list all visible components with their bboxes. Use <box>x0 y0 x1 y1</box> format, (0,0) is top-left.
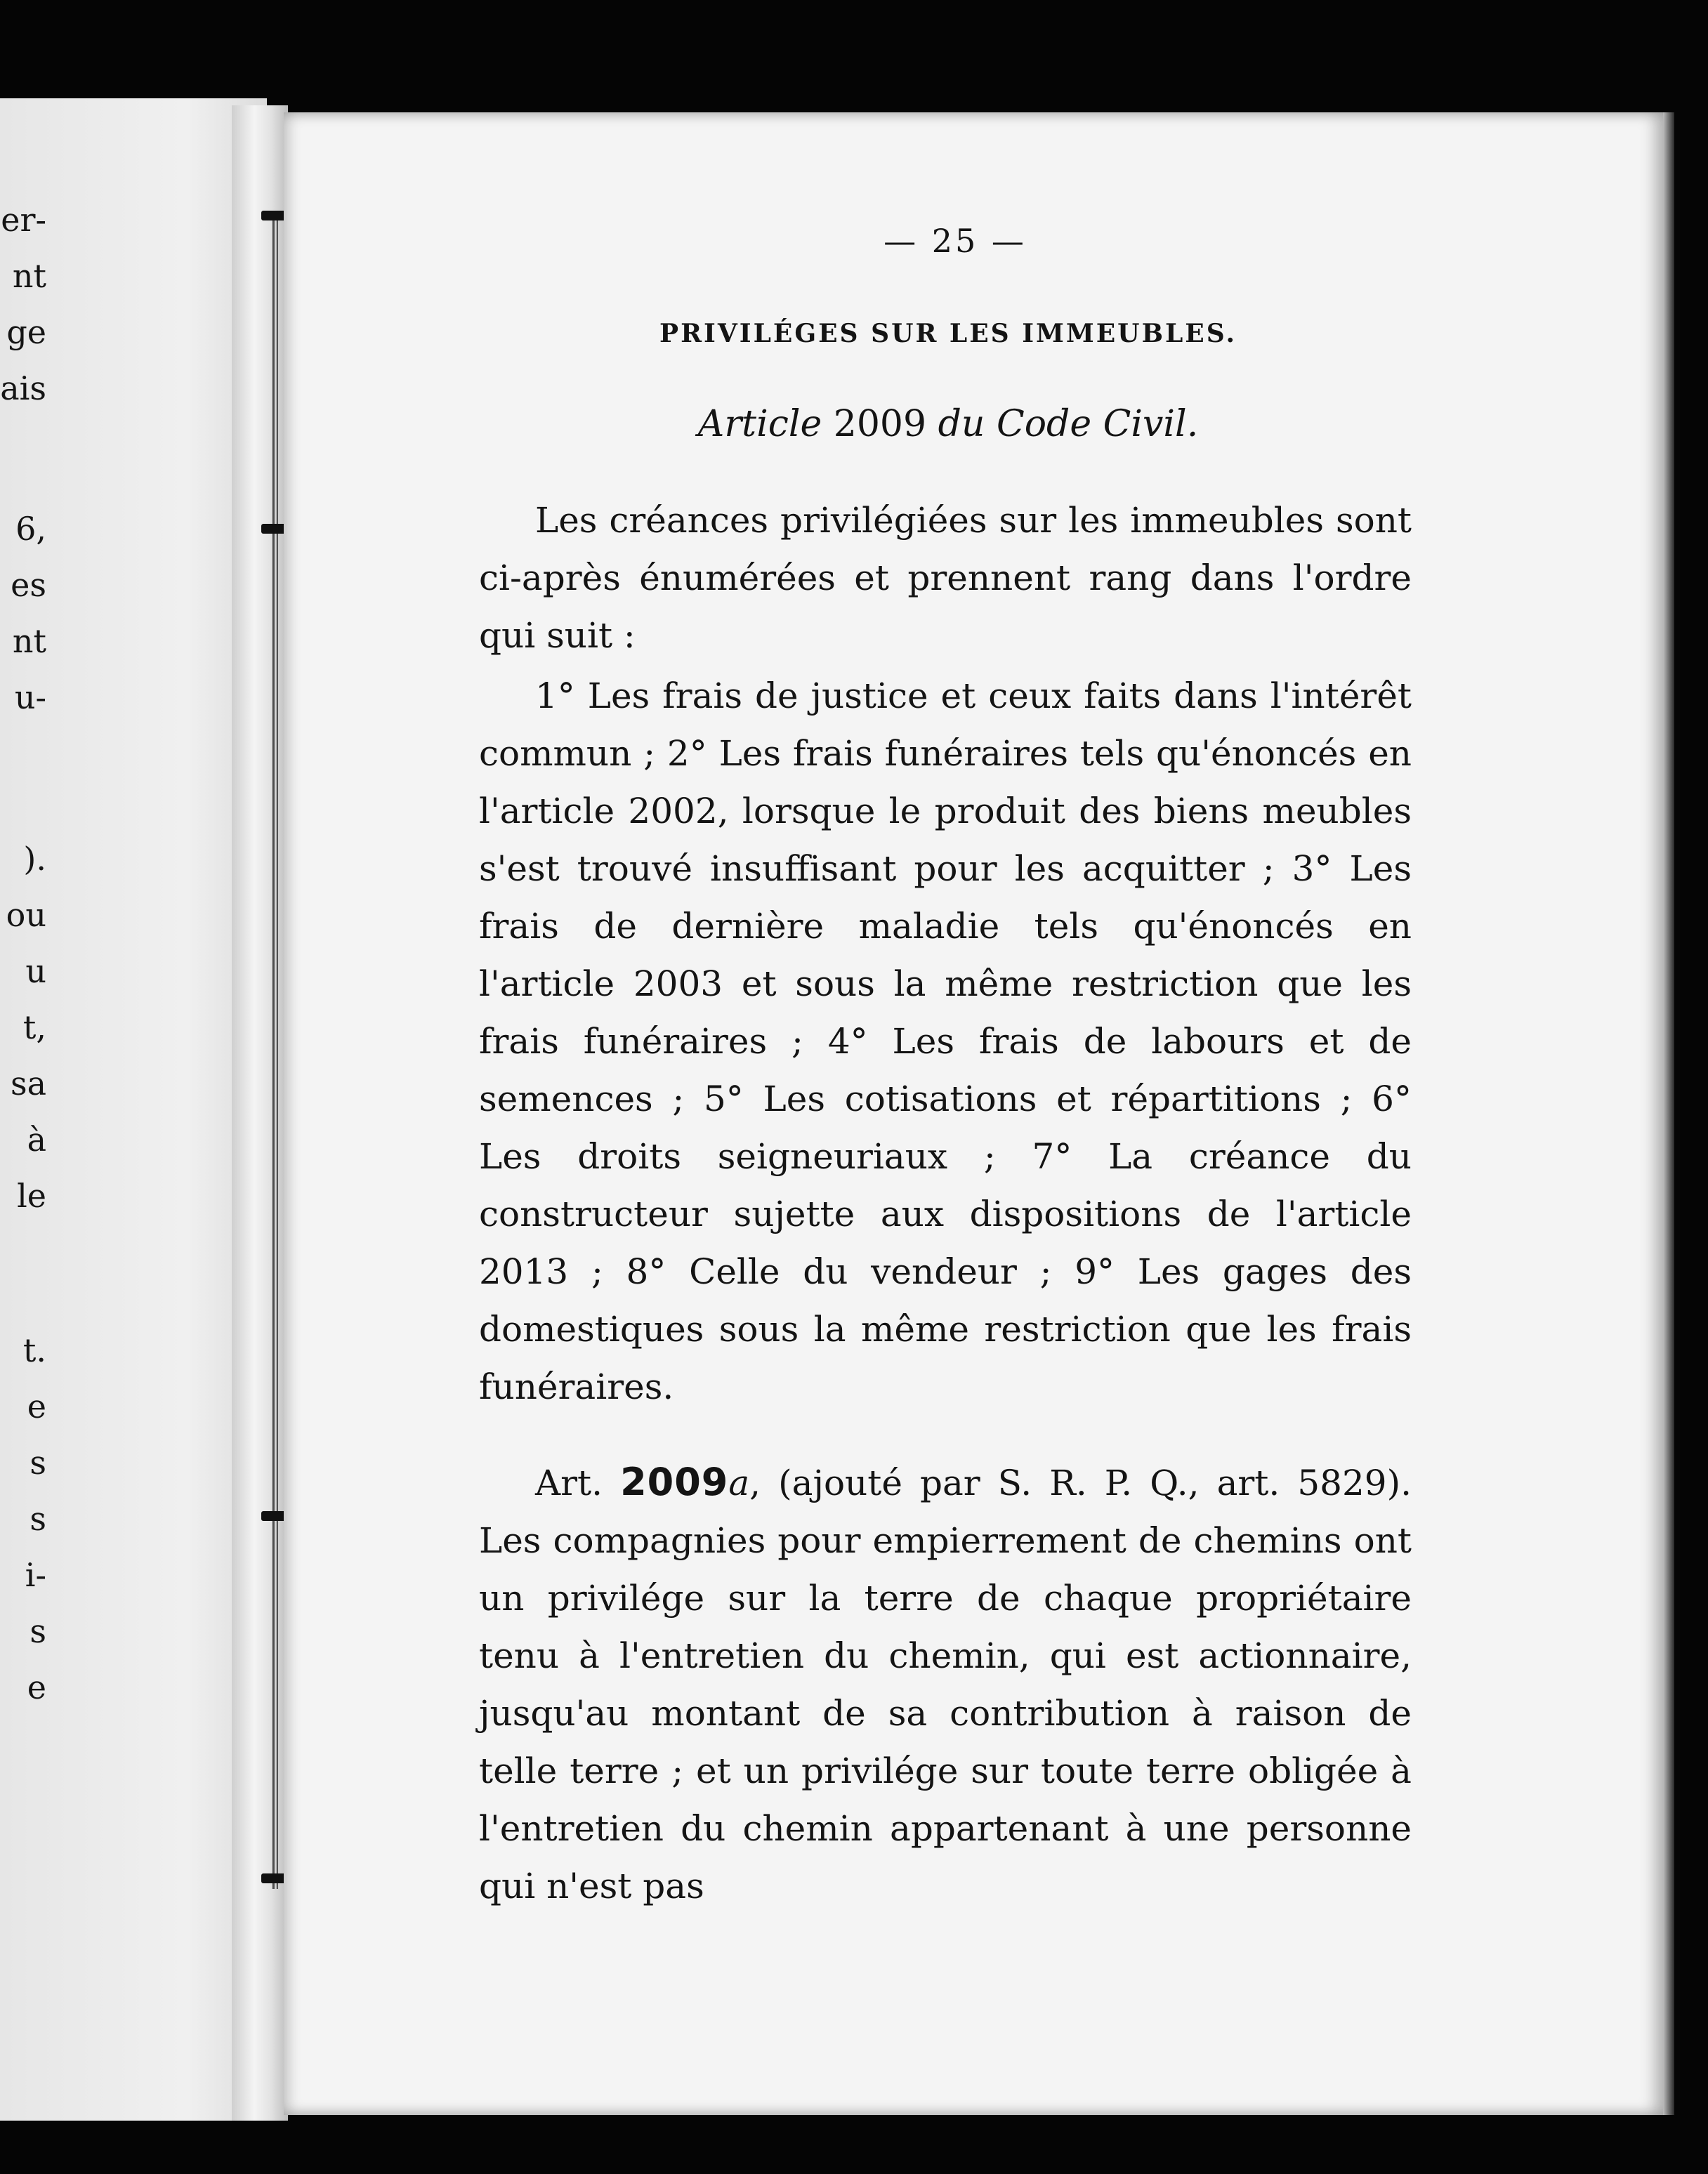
previous-page-text-fragment: s <box>29 1444 46 1482</box>
article-suffix: a <box>728 1463 750 1503</box>
previous-page-text-fragment: e <box>27 1668 46 1706</box>
previous-page-text-fragments <box>0 98 56 2121</box>
previous-page-text-fragment: es <box>11 566 46 604</box>
page-number: — 25 — <box>883 222 1027 260</box>
previous-page-text-fragment: nt <box>12 622 46 660</box>
previous-page-text-fragment: ge <box>6 313 46 351</box>
previous-page-text-fragment: t, <box>22 1008 46 1046</box>
section-heading: PRIVILÉGES SUR LES IMMEUBLES. <box>659 319 1237 348</box>
article-title-word: Article <box>697 403 822 445</box>
previous-page-text-fragment: s <box>29 1500 46 1538</box>
binding-thread <box>272 211 278 1889</box>
previous-page-text-fragment: nt <box>12 257 46 295</box>
previous-page-text-fragment: u- <box>14 678 46 716</box>
article-body: , (ajouté par S. R. P. Q., art. 5829). Les compagnies pour empierrement de chemins ont un privilége sur la terre de chaque propriétaire tenu à l'entretien du chemin, qui est actionnaire, jusqu'au montant de sa contribution à raison de telle terre ; et un privilége sur toute terre obligée à l'entretien du chemin appartenant à une personne qui n'est pas <box>479 1463 1412 1906</box>
article-title <box>632 403 1264 445</box>
article-title-code: du Code Civil. <box>938 403 1199 445</box>
article-number: 2009 <box>620 1460 729 1504</box>
article-prefix: Art. <box>535 1463 621 1503</box>
paragraph-article-2009a <box>479 1454 1412 1915</box>
previous-page-text-fragment: le <box>17 1177 46 1215</box>
book-gutter <box>232 105 288 2121</box>
previous-page-text-fragment: ou <box>6 896 46 934</box>
previous-page <box>0 98 267 2121</box>
page-edge-shadow <box>1663 112 1674 2115</box>
previous-page-text-fragment: u <box>25 952 46 990</box>
previous-page-text-fragment: ). <box>23 840 46 878</box>
paragraph-intro: Les créances privilégiées sur les immeubles sont ci-après énumérées et prennent rang dans l'ordre qui suit : <box>479 500 1412 656</box>
previous-page-text-fragment: er- <box>1 201 46 239</box>
previous-page-text-fragment: s <box>29 1612 46 1650</box>
previous-page-text-fragment: ais <box>0 369 46 407</box>
paragraph-enumeration: 1° Les frais de justice et ceux faits dans l'intérêt commun ; 2° Les frais funéraires tels qu'énoncés en l'article 2002, lorsque le produit des biens meubles s'est trouvé insuffisant pour les acquitter ; 3° Les frais de dernière maladie tels qu'énoncés en l'article 2003 et sous la même restriction que les frais funéraires ; 4° Les frais de labours et de semences ; 5° Les cotisations et répartitions ; 6° Les droits seigneuriaux ; 7° La créance du constructeur sujette aux dispositions de l'article 2013 ; 8° Celle du vendeur ; 9° Les gages des domestiques sous la même restriction que les frais funéraires. <box>479 676 1412 1407</box>
previous-page-text-fragment: e <box>27 1388 46 1425</box>
previous-page-text-fragment: sa <box>10 1065 46 1102</box>
previous-page-text-fragment: t. <box>22 1331 46 1369</box>
previous-page-text-fragment: à <box>27 1121 46 1159</box>
previous-page-text-fragment: i- <box>25 1556 46 1594</box>
previous-page-text-fragment: 6, <box>15 510 46 548</box>
article-title-number: 2009 <box>822 403 938 445</box>
